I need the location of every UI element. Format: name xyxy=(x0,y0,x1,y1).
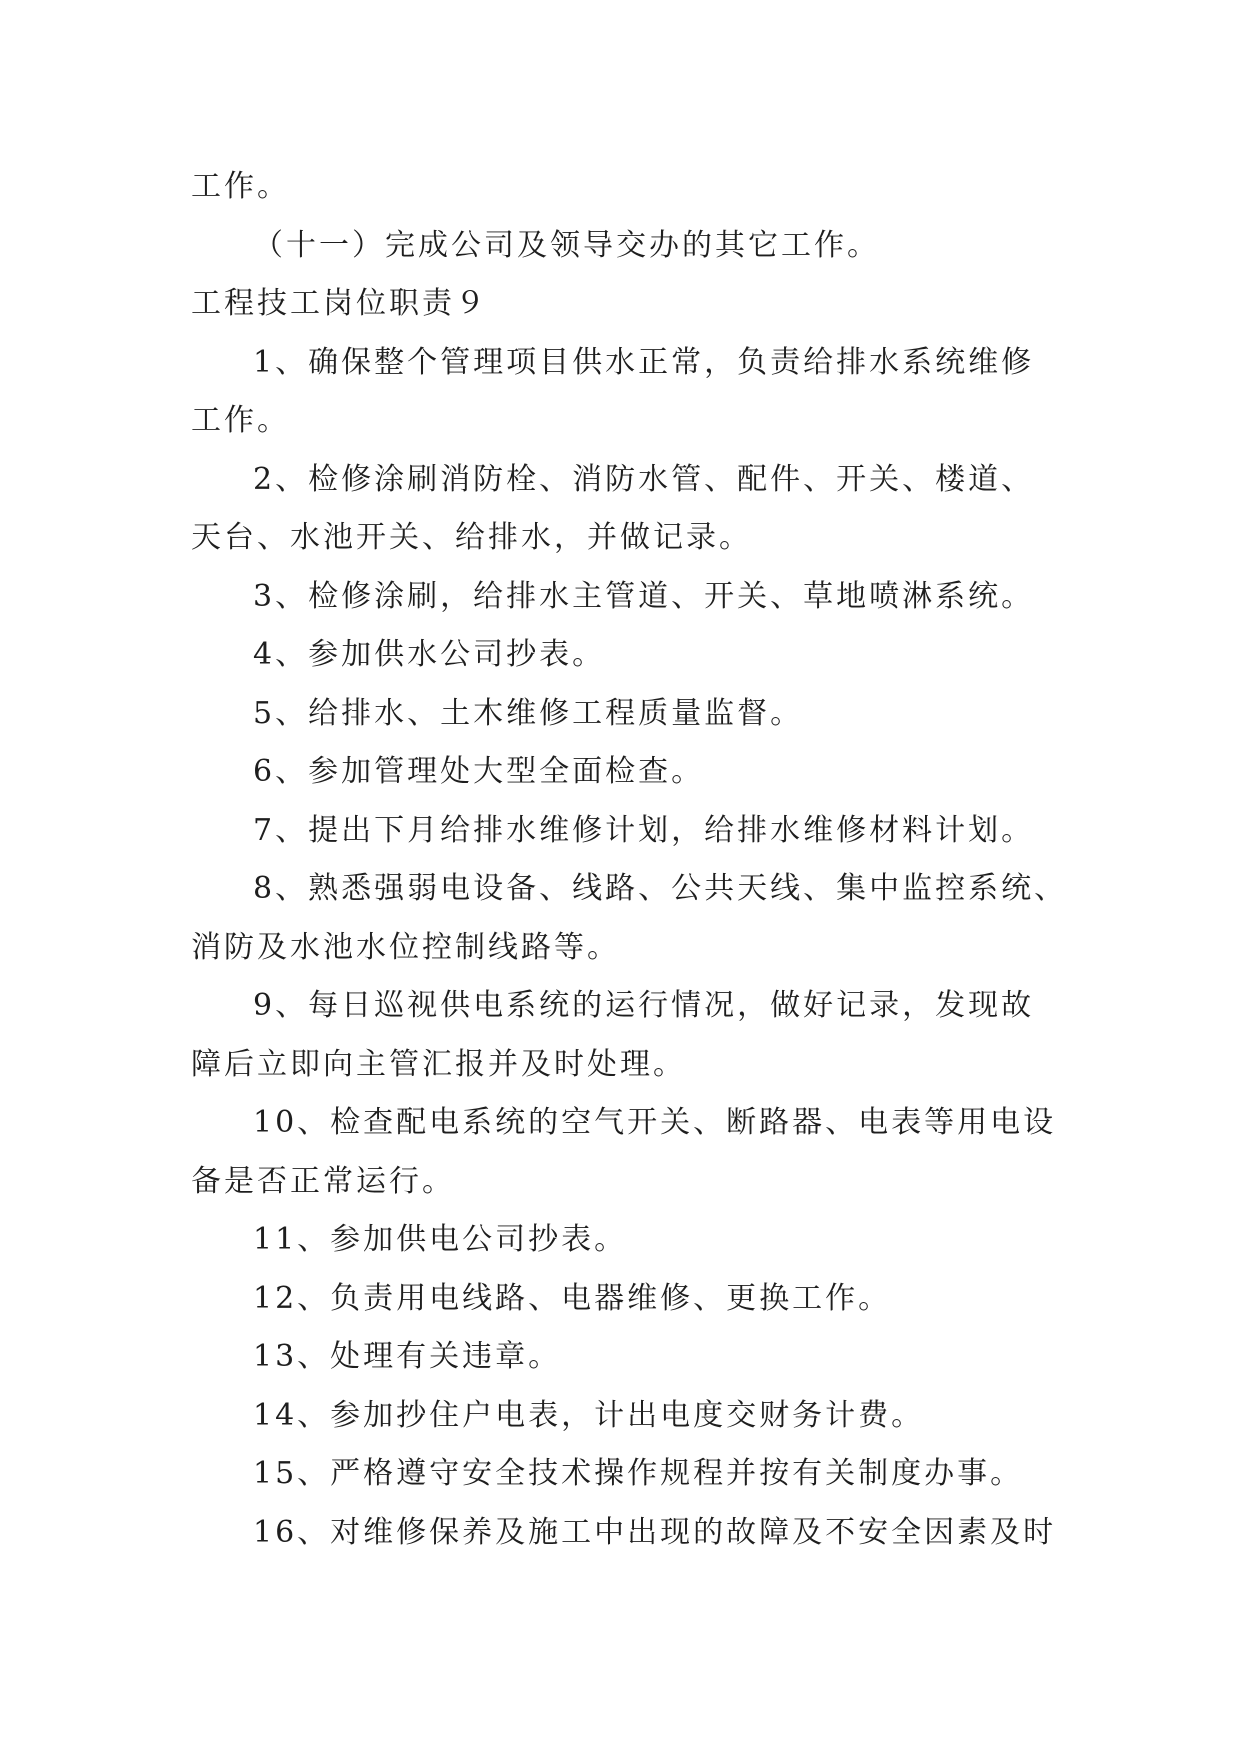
text-line: 15、严格遵守安全技术操作规程并按有关制度办事。 xyxy=(253,1456,1024,1491)
section-heading: 工程技工岗位职责９ xyxy=(191,286,488,321)
text-line: 9、每日巡视供电系统的运行情况，做好记录，发现故 xyxy=(253,988,1035,1023)
text-line: 工作。 xyxy=(191,403,290,438)
text-line: 14、参加抄住户电表，计出电度交财务计费。 xyxy=(253,1397,925,1433)
text-line: 10、检查配电系统的空气开关、断路器、电表等用电设 xyxy=(253,1105,1057,1140)
body-text xyxy=(191,158,1071,1562)
text-line: 4、参加供水公司抄表。 xyxy=(253,637,606,672)
text-line: 13、处理有关违章。 xyxy=(253,1339,562,1374)
text-line: 障后立即向主管汇报并及时处理。 xyxy=(191,1046,686,1082)
text-line: 12、负责用电线路、电器维修、更换工作。 xyxy=(253,1280,892,1316)
text-line: 11、参加供电公司抄表。 xyxy=(253,1222,628,1257)
text-line: 备是否正常运行。 xyxy=(191,1163,455,1199)
text-line: 8、熟悉强弱电设备、线路、公共天线、集中监控系统、 xyxy=(253,871,1068,906)
text-line: 天台、水池开关、给排水，并做记录。 xyxy=(191,520,752,555)
text-line: 工作。 xyxy=(191,169,290,204)
text-line: 5、给排水、土木维修工程质量监督。 xyxy=(253,695,804,731)
text-line: 3、检修涂刷，给排水主管道、开关、草地喷淋系统。 xyxy=(253,578,1035,614)
text-line: 16、对维修保养及施工中出现的故障及不安全因素及时 xyxy=(253,1514,1057,1550)
text-line: 6、参加管理处大型全面检查。 xyxy=(253,754,705,789)
text-line: 消防及水池水位控制线路等。 xyxy=(191,929,620,965)
text-line: 7、提出下月给排水维修计划，给排水维修材料计划。 xyxy=(253,812,1035,848)
text-line: 1、确保整个管理项目供水正常，负责给排水系统维修 xyxy=(253,344,1035,380)
text-line: （十一）完成公司及领导交办的其它工作。 xyxy=(253,227,880,263)
text-line: 2、检修涂刷消防栓、消防水管、配件、开关、楼道、 xyxy=(253,461,1035,497)
